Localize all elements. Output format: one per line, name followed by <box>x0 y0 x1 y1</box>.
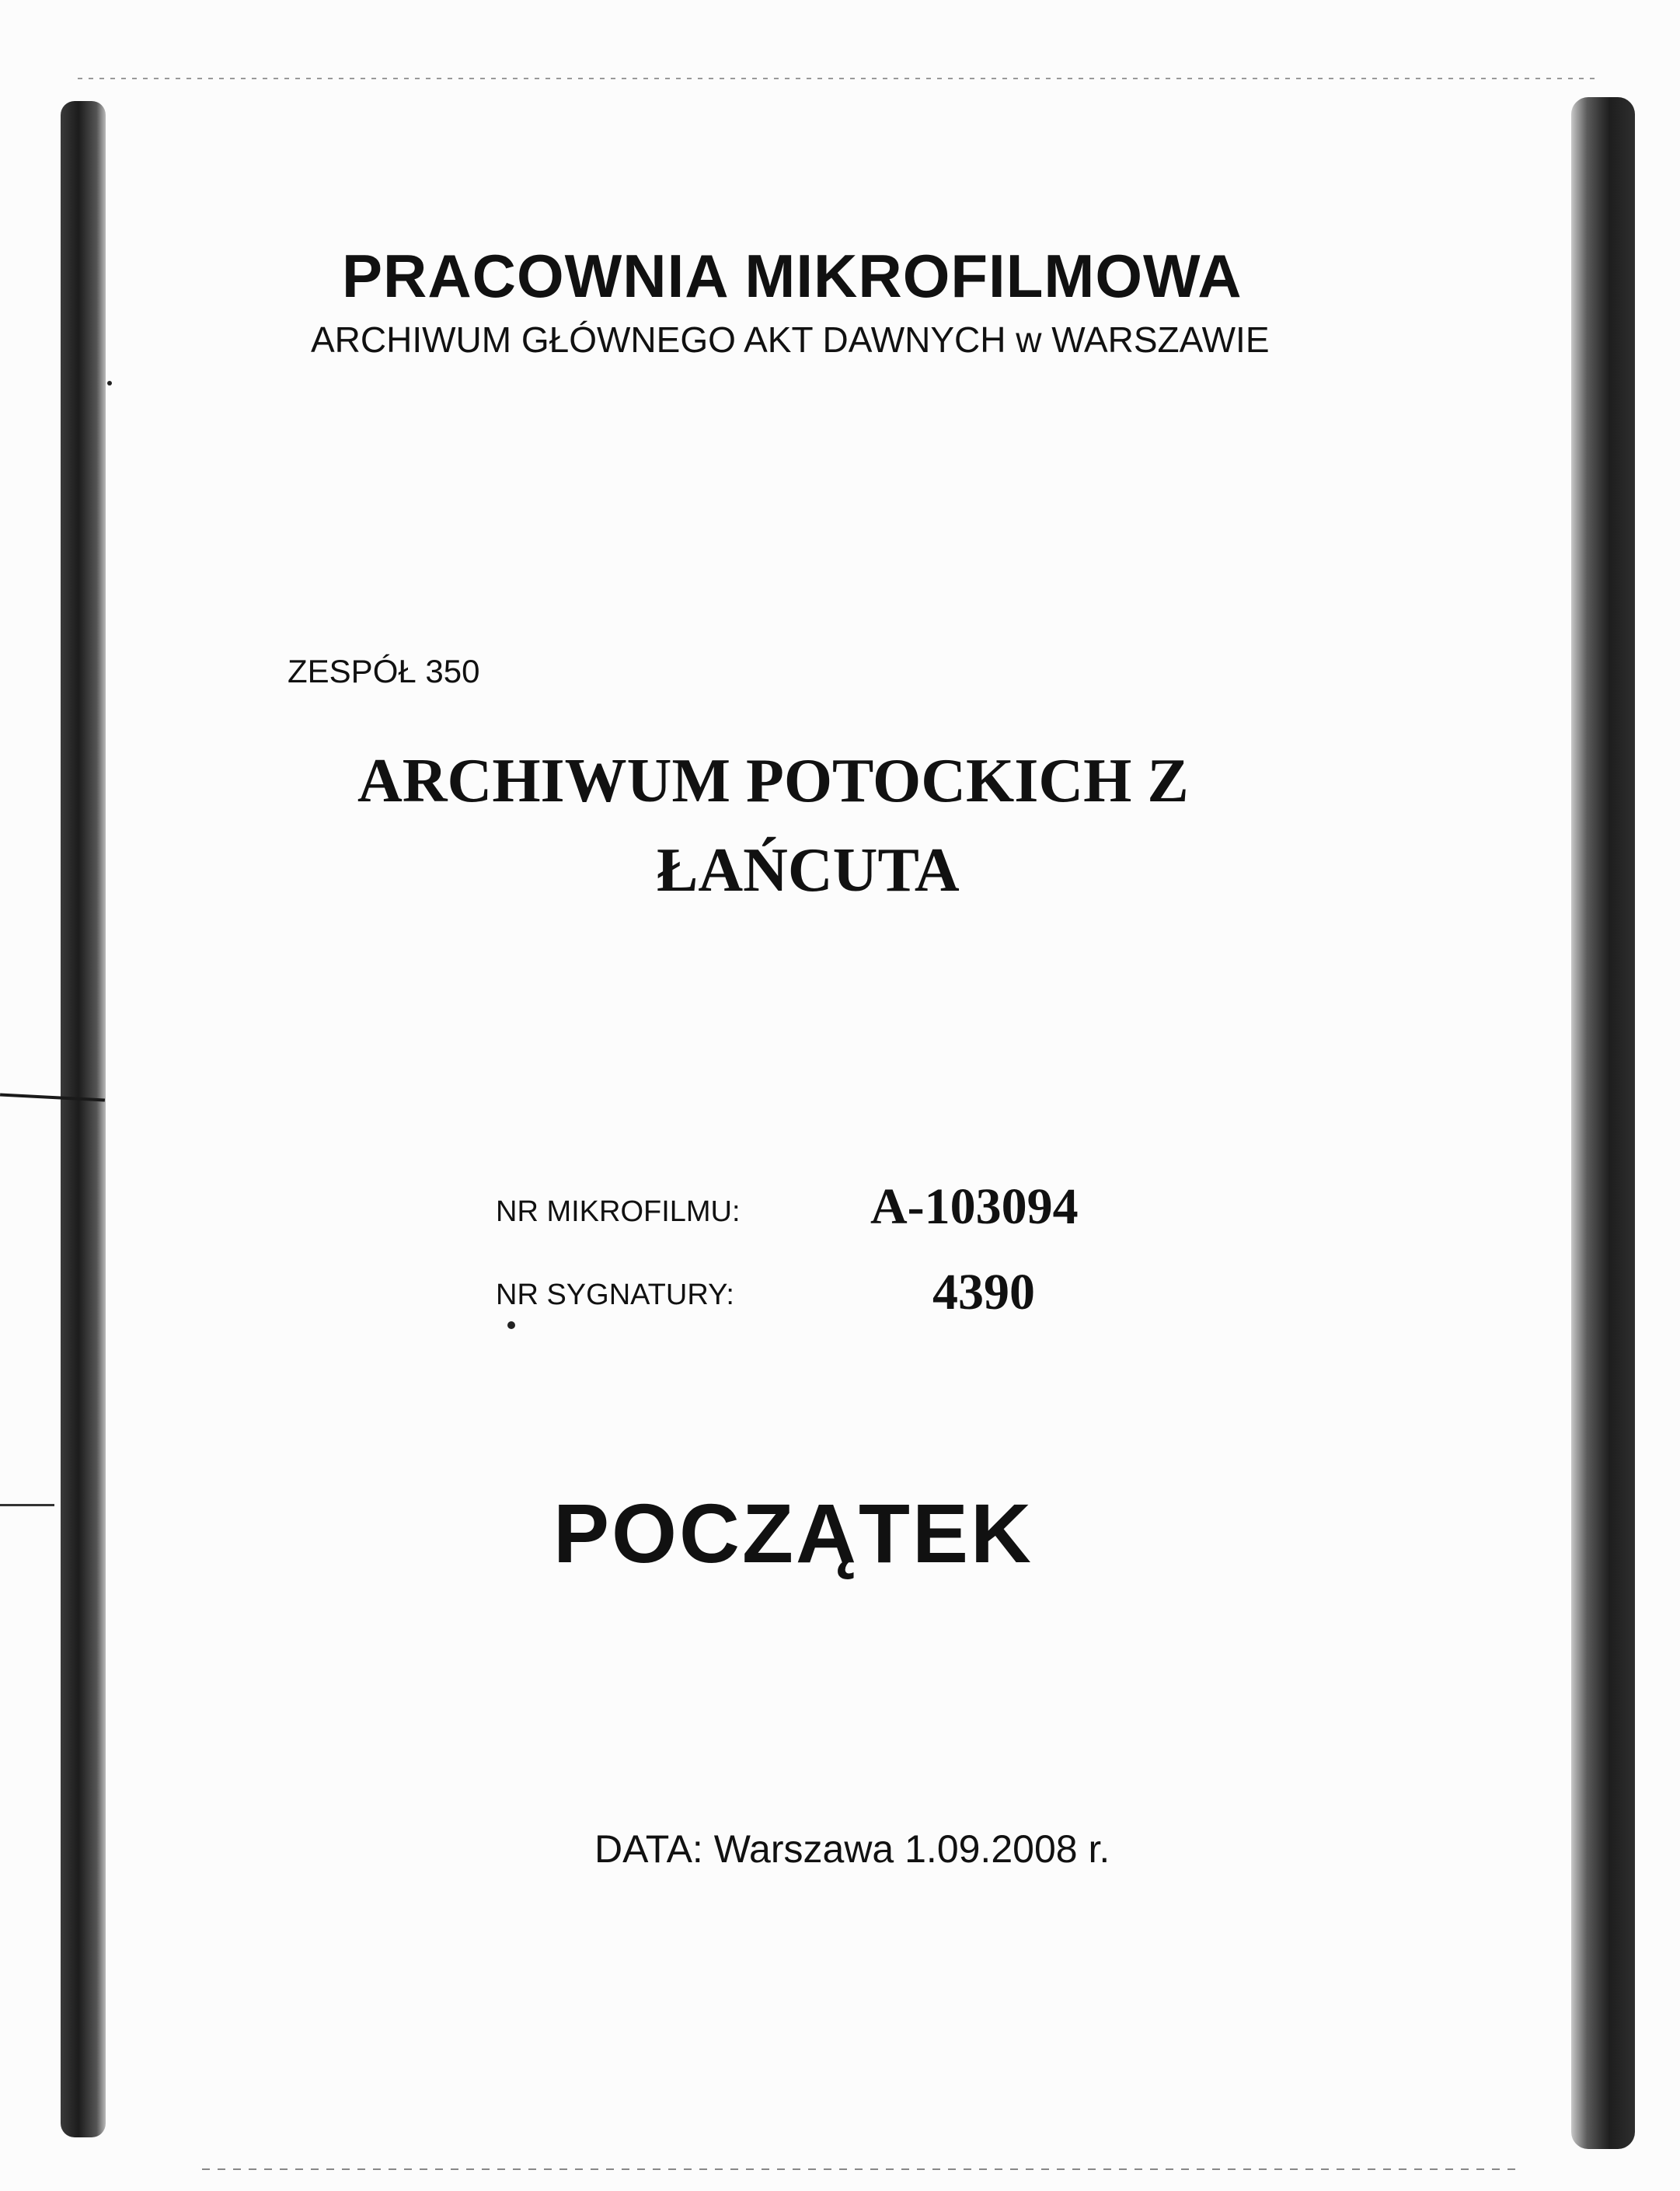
signature-number-label: NR SYGNATURY: <box>496 1279 734 1311</box>
left-film-edge <box>61 101 106 2137</box>
page-subtitle: ARCHIWUM GŁÓWNEGO AKT DAWNYCH w WARSZAWIE <box>311 319 1270 360</box>
frame-top-border <box>78 78 1601 79</box>
right-film-edge <box>1571 97 1635 2149</box>
fond-name-line-1: ARCHIWUM POTOCKICH Z <box>357 747 1189 815</box>
status-heading: POCZĄTEK <box>553 1486 1033 1580</box>
microfilm-number-label: NR MIKROFILMU: <box>496 1195 741 1228</box>
date-line: DATA: Warszawa 1.09.2008 r. <box>594 1827 1110 1871</box>
page-title: PRACOWNIA MIKROFILMOWA <box>342 242 1243 310</box>
scan-artifact-line <box>0 1504 54 1506</box>
frame-bottom-border <box>202 2168 1523 2170</box>
microfilm-number-value: A-103094 <box>870 1178 1079 1235</box>
fond-number: ZESPÓŁ 350 <box>288 653 480 689</box>
scan-artifact-dot <box>107 381 112 386</box>
fond-name-line-2: ŁAŃCUTA <box>657 836 960 905</box>
signature-number-value: 4390 <box>932 1264 1035 1321</box>
scan-artifact-dot <box>507 1321 515 1329</box>
